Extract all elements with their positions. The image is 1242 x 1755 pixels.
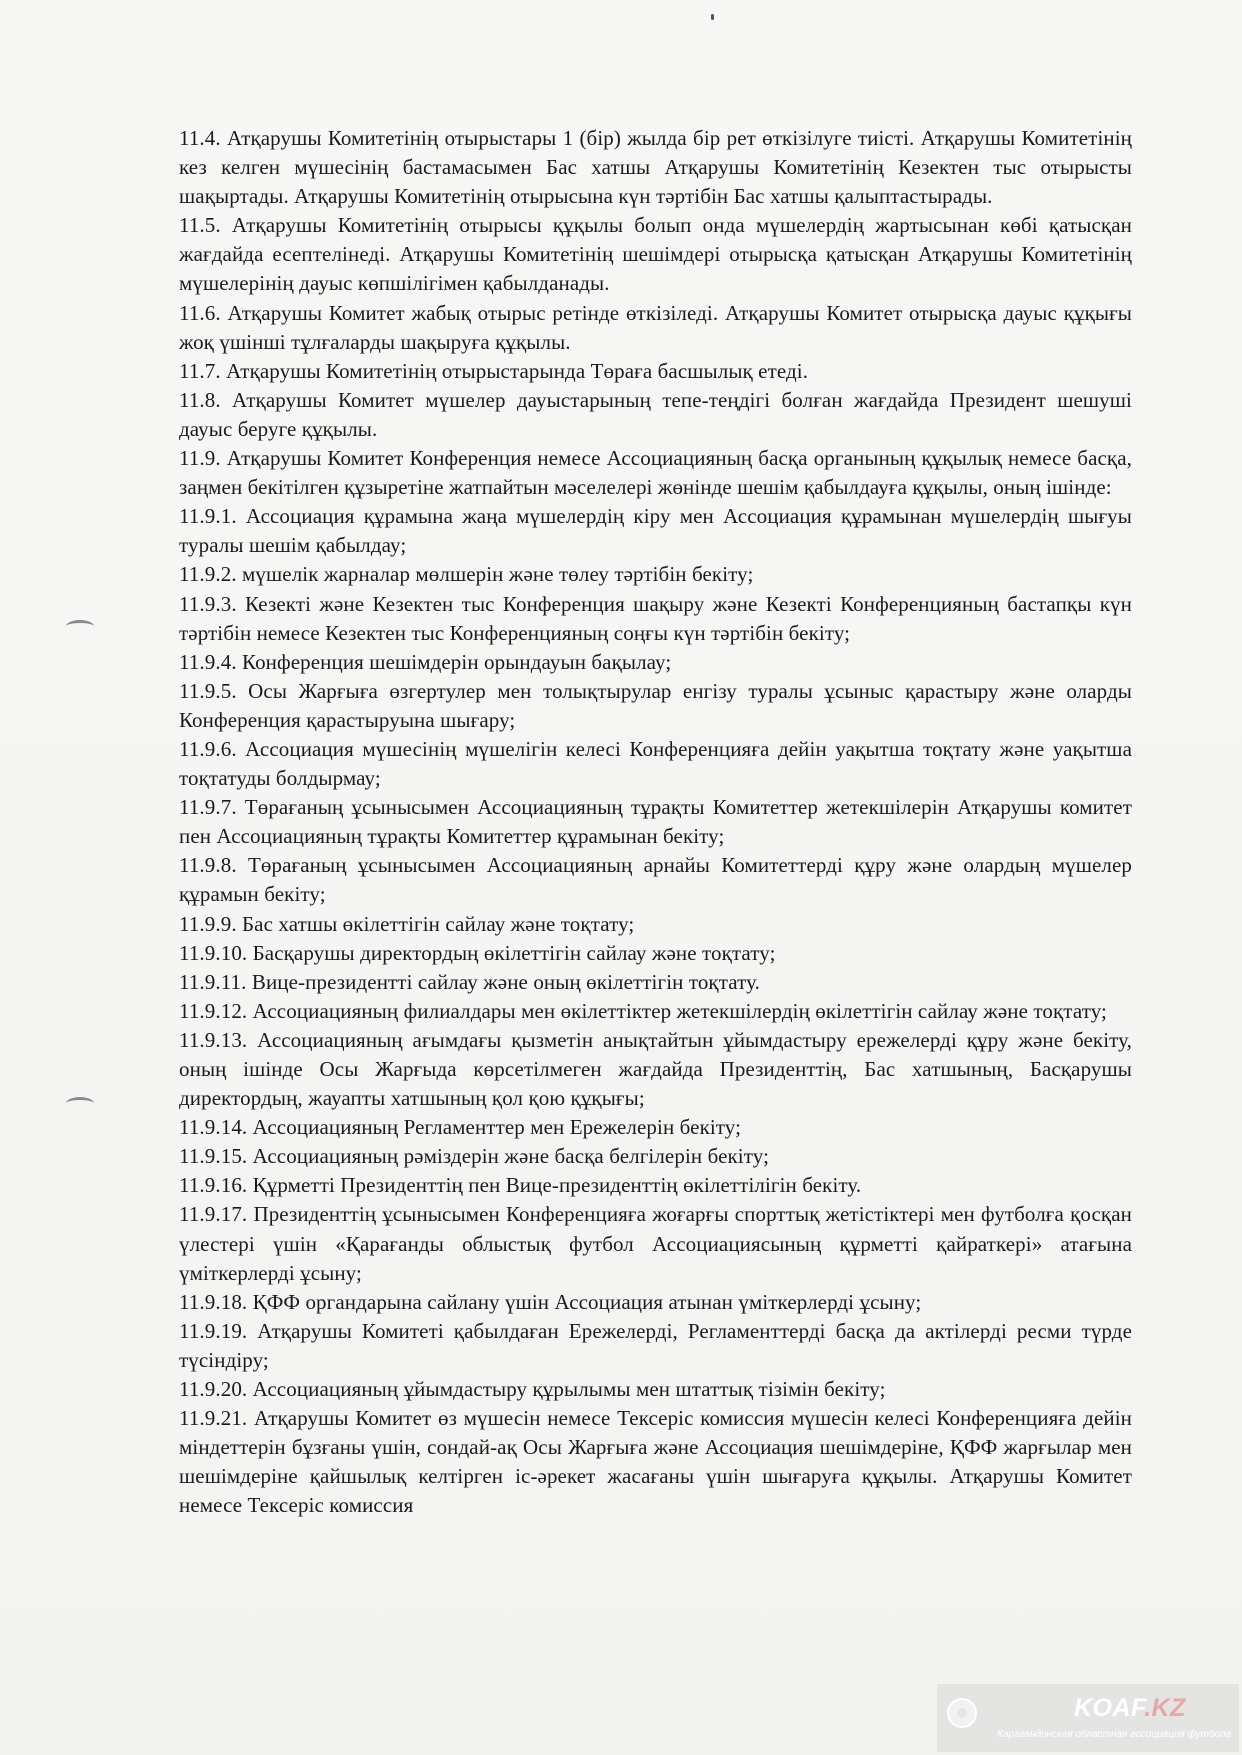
- paragraph-11-9-16: 11.9.16. Құрметті Президенттің пен Вице-президенттің өкілеттілігін бекіту.: [179, 1173, 862, 1198]
- paragraph-11-9-4: 11.9.4. Конференция шешімдерін орындауын бақылау;: [179, 649, 672, 674]
- paragraph-11-9-15: 11.9.15. Ассоциацияның рәміздерін және басқа белгілерін бекіту;: [179, 1144, 770, 1169]
- paragraph-11-5: 11.5. Атқарушы Комитетінің отырысы құқылы болып онда мүшелердің жартысынан көбі қатысқан жағдайда есептелінеді. Атқарушы Комитетінің шешімдері отырысқа қатысқан Атқарушы Комитетінің мүшелерінің дауыс көпшілігімен қабылданады.: [179, 213, 1132, 296]
- paragraph-11-9-9: 11.9.9. Бас хатшы өкілеттігін сайлау және тоқтату;: [179, 911, 635, 936]
- watermark-brand-main: KOAF: [1074, 1694, 1145, 1722]
- paragraph-11-4: 11.4. Атқарушы Комитетінің отырыстары 1 (бір) жылда бір рет өткізілуге тиісті. Атқарушы Комитетінің кез келген мүшесінің бастамасымен Бас хатшы Атқарушы Комитетінің Кезектен тыс отырысты шақыртады. Атқарушы Комитетінің отырысына күн тәртібін Бас хатшы қалыптастырады.: [179, 126, 1132, 209]
- paragraph-11-9-14: 11.9.14. Ассоциацияның Регламенттер мен Ережелерін бекіту;: [179, 1115, 742, 1140]
- scan-speck: [711, 14, 714, 20]
- paragraph-11-9-3: 11.9.3. Кезекті және Кезектен тыс Конференция шақыру және Кезекті Конференцияның бастапқы күн тәртібін немесе Кезектен тыс Конференцияның соңғы күн тәртібін бекіту;: [179, 591, 1132, 645]
- paragraph-11-9-18: 11.9.18. ҚФФ органдарына сайлану үшін Ассоциация атынан үміткерлерді ұсыну;: [179, 1289, 922, 1314]
- paragraph-11-6: 11.6. Атқарушы Комитет жабық отырыс ретінде өткізіледі. Атқарушы Комитет отырысқа дауыс құқығы жоқ үшінші тұлғаларды шақыруға құқылы.: [179, 300, 1132, 354]
- paragraph-11-8: 11.8. Атқарушы Комитет мүшелер дауыстарының тепе-теңдігі болған жағдайда Президент шешуші дауыс беруге құқылы.: [179, 387, 1132, 441]
- paragraph-11-9-12: 11.9.12. Ассоциацияның филиалдары мен өкілеттіктер жетекшілердің өкілеттігін сайлау және тоқтату;: [179, 998, 1107, 1023]
- watermark-subtitle: Карагандинская областная ассоциация футбола: [997, 1729, 1232, 1740]
- paragraph-11-9-6: 11.9.6. Ассоциация мүшесінің мүшелігін келесі Конференцияға дейін уақытша тоқтату және уақытша тоқтатуды болдырмау;: [179, 736, 1132, 791]
- document-body: [179, 124, 1132, 1521]
- paragraph-11-9-11: 11.9.11. Вице-президентті сайлау және оның өкілеттігін тоқтату.: [179, 969, 760, 994]
- paragraph-11-9-19: 11.9.19. Атқарушы Комитеті қабылдаған Ережелерді, Регламенттерді басқа да актілерді ресми түрде түсіндіру;: [179, 1318, 1132, 1372]
- paragraph-11-9-13: 11.9.13. Ассоциацияның ағымдағы қызметін анықтайтын ұйымдастыру ережелерді құру және бекіту, оның ішінде Осы Жарғыда көрсетілмеген жағдайда Президенттің, Бас хатшының, Басқарушы директордың, жауапты хатшының қол қою құқығы;: [179, 1027, 1132, 1111]
- punch-hole-mark: [66, 1097, 94, 1110]
- paragraph-11-9-5: 11.9.5. Осы Жарғыға өзгертулер мен толықтырулар енгізу туралы ұсыныс қарастыру және оларды Конференция қарастыруына шығару;: [179, 678, 1132, 732]
- paragraph-11-9-8: 11.9.8. Төрағаның ұсынысымен Ассоциацияның арнайы Комитеттерді құру және олардың мүшелер құрамын бекіту;: [179, 853, 1132, 907]
- paragraph-11-7: 11.7. Атқарушы Комитетінің отырыстарында Төраға басшылық етеді.: [179, 358, 809, 383]
- koaf-watermark: [937, 1684, 1239, 1752]
- punch-hole-mark: [66, 620, 94, 633]
- watermark-brand: [1074, 1694, 1186, 1723]
- paragraph-11-9-20: 11.9.20. Ассоциацияның ұйымдастыру құрылымы мен штаттық тізімін бекіту;: [179, 1377, 886, 1402]
- paragraph-11-9-2: 11.9.2. мүшелік жарналар мөлшерін және төлеу тәртібін бекіту;: [179, 562, 754, 587]
- paragraph-11-9-7: 11.9.7. Төрағаның ұсынысымен Ассоциацияның тұрақты Комитеттер жетекшілерін Атқарушы комитет пен Ассоциацияның тұрақты Комитеттер құрамынан бекіту;: [179, 795, 1132, 849]
- paragraph-11-9-10: 11.9.10. Басқарушы директордың өкілеттігін сайлау және тоқтату;: [179, 940, 776, 965]
- paragraph-11-9-17: 11.9.17. Президенттің ұсынысымен Конференцияға жоғарғы спорттық жетістіктері мен футболға қосқан үлестері үшін «Қарағанды облыстық футбол Ассоциациясының құрметті қайраткері» атағына үміткерлерді ұсыну;: [179, 1202, 1132, 1285]
- paragraph-11-9: 11.9. Атқарушы Комитет Конференция немесе Ассоциацияның басқа органының құқылық немесе басқа, заңмен бекітілген құзыретіне жатпайтын мәселелері жөнінде шешім қабылдауға құқылы, оның ішінде:: [179, 446, 1132, 500]
- football-ball-icon: [947, 1698, 977, 1728]
- watermark-brand-suffix: .KZ: [1144, 1694, 1186, 1722]
- paragraph-11-9-21: 11.9.21. Атқарушы Комитет өз мүшесін немесе Тексеріс комиссия мүшесін келесі Конференцияға дейін міндеттерін бұзғаны үшін, сондай-ақ Осы Жарғыға және Ассоциация шешімдеріне, ҚФФ жарғылар мен шешімдеріне қайшылық келтірген іс-әрекет жасағаны үшін шығаруға құқылы. Атқарушы Комитет немесе Тексеріс комиссия: [179, 1406, 1132, 1518]
- paragraph-11-9-1: 11.9.1. Ассоциация құрамына жаңа мүшелердің кіру мен Ассоциация құрамынан мүшелердің шығуы туралы шешім қабылдау;: [179, 504, 1132, 558]
